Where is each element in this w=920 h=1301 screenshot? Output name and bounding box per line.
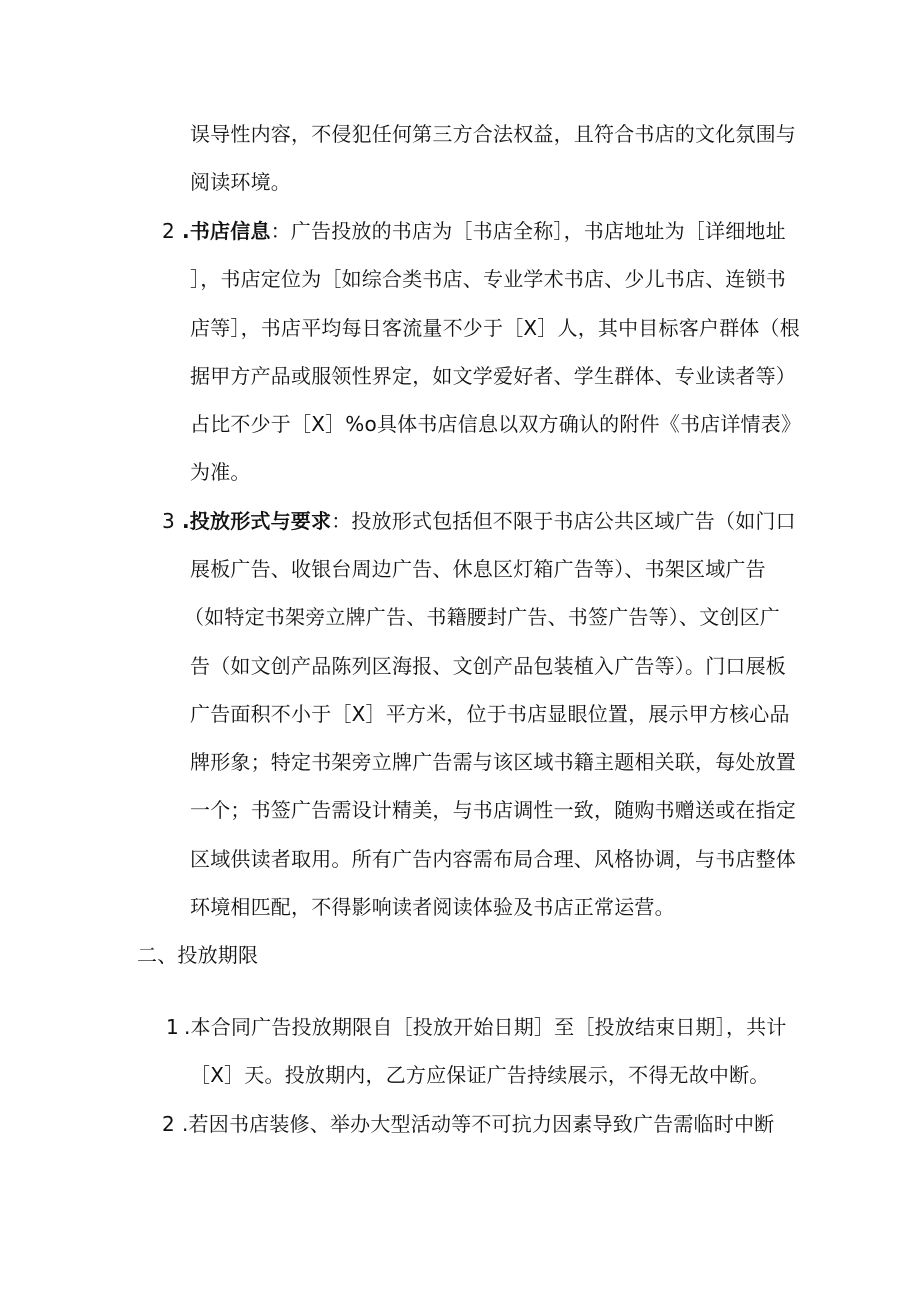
paragraph-line: 店等］，书店平均每日客流量不少于［X］人，其中目标客户群体（根 bbox=[190, 316, 800, 340]
list-number: 3 bbox=[162, 509, 175, 533]
list-number: 2 bbox=[162, 1112, 175, 1136]
item-title: .投放形式与要求 bbox=[182, 509, 332, 533]
paragraph-line: 阅读环境。 bbox=[190, 170, 291, 194]
list-item-heading bbox=[182, 509, 796, 533]
paragraph-line: ［X］天。投放期内，乙方应保证广告持续展示，不得无故中断。 bbox=[190, 1063, 770, 1087]
paragraph-line: .本合同广告投放期限自［投放开始日期］至［投放结束日期］，共计 bbox=[184, 1015, 787, 1039]
list-number: 1 bbox=[166, 1015, 179, 1039]
paragraph-line: 为准。 bbox=[190, 460, 251, 484]
paragraph-line: 告（如文创产品陈列区海报、文创产品包装植入广告等）。门口展板 bbox=[190, 654, 786, 678]
paragraph-line: 区域供读者取用。所有广告内容需布局合理、风格协调，与书店整体 bbox=[190, 847, 796, 871]
list-item-heading bbox=[182, 219, 786, 243]
section-heading: 二、投放期限 bbox=[137, 943, 259, 967]
paragraph-line: 展板广告、收银台周边广告、休息区灯箱广告等）、书架区域广告 bbox=[190, 557, 766, 581]
paragraph-line: 占比不少于［X］%o具体书店信息以双方确认的附件《书店详情表》 bbox=[190, 412, 802, 436]
paragraph-line: 一个；书签广告需设计精美，与书店调性一致，随购书赠送或在指定 bbox=[190, 798, 796, 822]
paragraph-line: 环境相匹配，不得影响读者阅读体验及书店正常运营。 bbox=[190, 895, 675, 919]
paragraph-line: .若因书店装修、举办大型活动等不可抗力因素导致广告需临时中断 bbox=[182, 1112, 775, 1136]
paragraph-line: 误导性内容，不侵犯任何第三方合法权益，且符合书店的文化氛围与 bbox=[190, 122, 796, 146]
item-title: .书店信息 bbox=[182, 219, 271, 243]
item-text: ：广告投放的书店为［书店全称］，书店地址为［详细地址 bbox=[270, 219, 786, 243]
paragraph-line: ］，书店定位为［如综合类书店、专业学术书店、少儿书店、连锁书 bbox=[190, 267, 786, 291]
paragraph-line: （如特定书架旁立牌广告、书籍腰封广告、书签广告等）、文创区广 bbox=[184, 605, 780, 629]
paragraph-line: 据甲方产品或服领性界定，如文学爱好者、学生群体、专业读者等） bbox=[190, 364, 796, 388]
paragraph-line: 牌形象；特定书架旁立牌广告需与该区域书籍主题相关联，每处放置 bbox=[190, 750, 796, 774]
list-number: 2 bbox=[162, 219, 175, 243]
item-text: ：投放形式包括但不限于书店公共区域广告（如门口 bbox=[331, 509, 796, 533]
paragraph-line: 广告面积不小于［X］平方米，位于书店显眼位置，展示甲方核心品 bbox=[190, 702, 790, 726]
